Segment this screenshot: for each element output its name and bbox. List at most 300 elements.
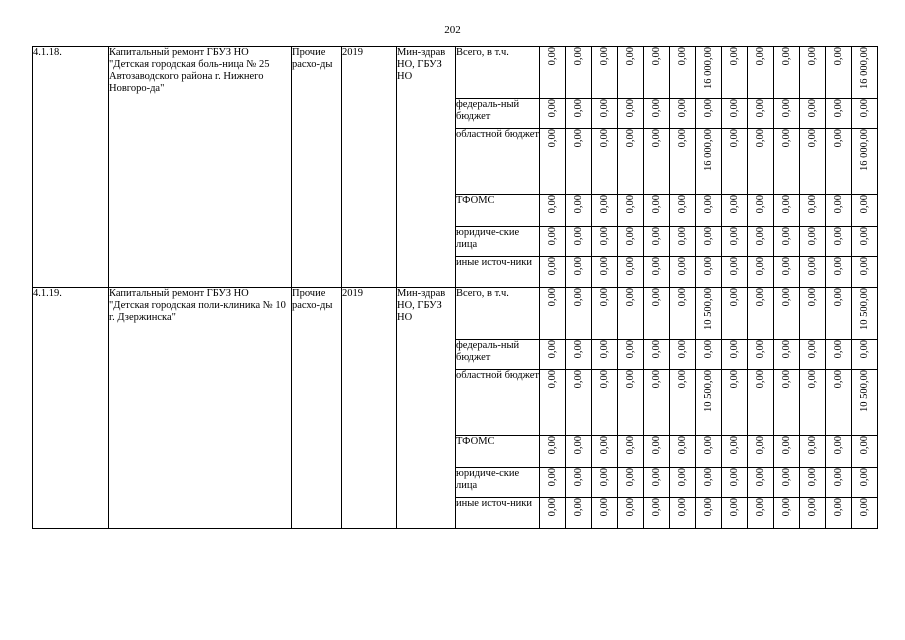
amount-value: 0,00 xyxy=(573,468,584,487)
amount-cell xyxy=(540,498,566,529)
amount-cell xyxy=(696,195,722,227)
amount-cell xyxy=(696,227,722,257)
funding-source-label: ТФОМС xyxy=(456,436,540,468)
amount-cell xyxy=(540,288,566,340)
amount-value: 0,00 xyxy=(651,498,662,517)
amount-cell xyxy=(826,129,852,195)
amount-cell xyxy=(852,288,878,340)
amount-cell xyxy=(722,498,748,529)
amount-value: 0,00 xyxy=(781,498,792,517)
amount-cell xyxy=(774,195,800,227)
amount-value: 0,00 xyxy=(547,99,558,118)
budget-table xyxy=(32,46,878,529)
amount-cell xyxy=(800,129,826,195)
amount-cell xyxy=(774,436,800,468)
amount-value: 0,00 xyxy=(547,288,558,307)
amount-cell xyxy=(748,340,774,370)
amount-value: 0,00 xyxy=(755,257,766,276)
amount-value: 0,00 xyxy=(807,195,818,214)
amount-cell xyxy=(826,288,852,340)
amount-cell xyxy=(722,195,748,227)
amount-cell xyxy=(722,227,748,257)
amount-value: 0,00 xyxy=(755,99,766,118)
amount-cell xyxy=(644,47,670,99)
amount-value: 0,00 xyxy=(599,129,610,148)
amount-value: 0,00 xyxy=(651,436,662,455)
amount-value: 0,00 xyxy=(859,257,870,276)
amount-value: 0,00 xyxy=(729,257,740,276)
funding-source-label: юридиче-ские лица xyxy=(456,227,540,257)
amount-value: 0,00 xyxy=(833,498,844,517)
amount-value: 10 500,00 xyxy=(703,288,714,330)
amount-value: 0,00 xyxy=(677,129,688,148)
amount-cell xyxy=(644,340,670,370)
amount-cell xyxy=(670,227,696,257)
amount-cell xyxy=(826,436,852,468)
amount-value: 0,00 xyxy=(625,498,636,517)
amount-value: 0,00 xyxy=(859,99,870,118)
amount-value: 0,00 xyxy=(599,436,610,455)
amount-value: 0,00 xyxy=(573,370,584,389)
amount-value: 0,00 xyxy=(651,195,662,214)
funding-source-label: областной бюджет xyxy=(456,370,540,436)
amount-value: 0,00 xyxy=(859,468,870,487)
amount-cell xyxy=(592,436,618,468)
amount-value: 0,00 xyxy=(573,99,584,118)
project-category: Прочие расхо-ды xyxy=(292,288,342,529)
amount-cell xyxy=(566,99,592,129)
amount-cell xyxy=(748,288,774,340)
amount-value: 0,00 xyxy=(833,340,844,359)
amount-cell xyxy=(774,227,800,257)
amount-cell xyxy=(540,195,566,227)
amount-cell xyxy=(566,47,592,99)
amount-cell xyxy=(670,99,696,129)
amount-value: 0,00 xyxy=(625,257,636,276)
amount-cell xyxy=(774,370,800,436)
funding-source-label: иные источ-ники xyxy=(456,498,540,529)
amount-value: 0,00 xyxy=(729,498,740,517)
amount-cell xyxy=(800,47,826,99)
amount-value: 0,00 xyxy=(755,498,766,517)
amount-value: 0,00 xyxy=(677,257,688,276)
amount-cell xyxy=(748,47,774,99)
amount-value: 0,00 xyxy=(703,195,714,214)
amount-value: 0,00 xyxy=(729,227,740,246)
page-number: 202 xyxy=(444,24,461,36)
amount-value: 0,00 xyxy=(547,436,558,455)
amount-value: 0,00 xyxy=(807,257,818,276)
amount-value: 0,00 xyxy=(781,227,792,246)
amount-value: 0,00 xyxy=(833,436,844,455)
amount-value: 0,00 xyxy=(547,370,558,389)
amount-value: 0,00 xyxy=(729,288,740,307)
amount-cell xyxy=(618,257,644,288)
amount-value: 0,00 xyxy=(625,195,636,214)
amount-value: 0,00 xyxy=(729,47,740,66)
amount-cell xyxy=(696,47,722,99)
amount-cell xyxy=(644,468,670,498)
amount-cell xyxy=(826,340,852,370)
amount-cell xyxy=(722,436,748,468)
amount-cell xyxy=(800,340,826,370)
amount-cell xyxy=(774,288,800,340)
amount-value: 0,00 xyxy=(807,227,818,246)
amount-value: 0,00 xyxy=(625,436,636,455)
funding-source-label: иные источ-ники xyxy=(456,257,540,288)
amount-cell xyxy=(748,370,774,436)
amount-cell xyxy=(670,340,696,370)
project-executor: Мин-здрав НО, ГБУЗ НО xyxy=(397,288,456,529)
amount-value: 0,00 xyxy=(781,47,792,66)
project-category: Прочие расхо-ды xyxy=(292,47,342,288)
amount-value: 0,00 xyxy=(547,468,558,487)
amount-cell xyxy=(852,195,878,227)
amount-value: 0,00 xyxy=(781,340,792,359)
amount-value: 0,00 xyxy=(547,257,558,276)
amount-value: 16 000,00 xyxy=(859,47,870,89)
amount-cell xyxy=(566,227,592,257)
amount-cell xyxy=(852,227,878,257)
amount-value: 0,00 xyxy=(755,468,766,487)
amount-value: 0,00 xyxy=(599,498,610,517)
amount-cell xyxy=(774,257,800,288)
amount-value: 0,00 xyxy=(677,370,688,389)
amount-cell xyxy=(852,47,878,99)
funding-source-label: ТФОМС xyxy=(456,195,540,227)
amount-value: 0,00 xyxy=(651,370,662,389)
funding-source-label: федераль-ный бюджет xyxy=(456,99,540,129)
amount-cell xyxy=(618,129,644,195)
amount-value: 0,00 xyxy=(547,195,558,214)
amount-value: 0,00 xyxy=(677,227,688,246)
amount-cell xyxy=(540,436,566,468)
amount-cell xyxy=(722,99,748,129)
amount-cell xyxy=(722,47,748,99)
amount-value: 0,00 xyxy=(599,47,610,66)
amount-cell xyxy=(696,436,722,468)
amount-cell xyxy=(722,468,748,498)
amount-cell xyxy=(592,257,618,288)
amount-value: 0,00 xyxy=(573,257,584,276)
amount-cell xyxy=(618,99,644,129)
amount-cell xyxy=(774,129,800,195)
amount-cell xyxy=(540,370,566,436)
amount-value: 0,00 xyxy=(781,99,792,118)
amount-value: 0,00 xyxy=(807,340,818,359)
amount-value: 0,00 xyxy=(833,99,844,118)
amount-cell xyxy=(826,99,852,129)
amount-cell xyxy=(774,468,800,498)
amount-cell xyxy=(852,498,878,529)
amount-value: 0,00 xyxy=(781,288,792,307)
amount-cell xyxy=(670,288,696,340)
amount-value: 0,00 xyxy=(729,468,740,487)
amount-cell xyxy=(748,195,774,227)
amount-cell xyxy=(800,468,826,498)
amount-cell xyxy=(566,288,592,340)
amount-value: 0,00 xyxy=(625,227,636,246)
amount-value: 0,00 xyxy=(651,340,662,359)
amount-value: 0,00 xyxy=(573,288,584,307)
amount-cell xyxy=(774,47,800,99)
amount-value: 0,00 xyxy=(729,129,740,148)
amount-value: 0,00 xyxy=(651,129,662,148)
amount-value: 0,00 xyxy=(807,370,818,389)
amount-value: 0,00 xyxy=(599,257,610,276)
amount-cell xyxy=(566,370,592,436)
amount-value: 0,00 xyxy=(833,129,844,148)
amount-cell xyxy=(852,99,878,129)
amount-value: 0,00 xyxy=(807,498,818,517)
amount-value: 0,00 xyxy=(807,436,818,455)
amount-value: 0,00 xyxy=(651,47,662,66)
amount-cell xyxy=(566,129,592,195)
funding-source-label: Всего, в т.ч. xyxy=(456,288,540,340)
amount-value: 0,00 xyxy=(625,288,636,307)
amount-cell xyxy=(800,227,826,257)
amount-value: 0,00 xyxy=(677,340,688,359)
amount-cell xyxy=(670,468,696,498)
amount-value: 16 000,00 xyxy=(859,129,870,171)
project-code: 4.1.19. xyxy=(33,288,109,529)
amount-value: 10 500,00 xyxy=(859,370,870,412)
amount-value: 0,00 xyxy=(703,468,714,487)
amount-value: 0,00 xyxy=(807,47,818,66)
amount-cell xyxy=(566,468,592,498)
amount-value: 0,00 xyxy=(703,498,714,517)
amount-cell xyxy=(540,99,566,129)
amount-value: 0,00 xyxy=(833,370,844,389)
table-row xyxy=(33,288,878,340)
budget-table-body xyxy=(33,47,878,529)
amount-value: 0,00 xyxy=(755,227,766,246)
amount-cell xyxy=(592,195,618,227)
amount-cell xyxy=(670,370,696,436)
funding-source-label: федераль-ный бюджет xyxy=(456,340,540,370)
amount-value: 0,00 xyxy=(677,468,688,487)
amount-cell xyxy=(826,257,852,288)
amount-cell xyxy=(800,498,826,529)
amount-value: 0,00 xyxy=(807,129,818,148)
amount-value: 0,00 xyxy=(729,195,740,214)
amount-value: 0,00 xyxy=(547,129,558,148)
amount-cell xyxy=(540,257,566,288)
amount-cell xyxy=(748,468,774,498)
amount-value: 0,00 xyxy=(833,195,844,214)
amount-cell xyxy=(748,257,774,288)
amount-cell xyxy=(540,340,566,370)
amount-cell xyxy=(644,257,670,288)
amount-value: 0,00 xyxy=(573,227,584,246)
table-row xyxy=(33,47,878,99)
amount-cell xyxy=(670,195,696,227)
amount-value: 0,00 xyxy=(599,340,610,359)
amount-cell xyxy=(592,370,618,436)
amount-value: 0,00 xyxy=(625,99,636,118)
amount-value: 0,00 xyxy=(807,288,818,307)
amount-value: 0,00 xyxy=(677,288,688,307)
amount-value: 0,00 xyxy=(755,436,766,455)
amount-cell xyxy=(722,370,748,436)
amount-cell xyxy=(748,99,774,129)
amount-cell xyxy=(826,498,852,529)
amount-cell xyxy=(774,340,800,370)
project-code: 4.1.18. xyxy=(33,47,109,288)
amount-value: 10 500,00 xyxy=(859,288,870,330)
amount-value: 0,00 xyxy=(755,288,766,307)
amount-value: 0,00 xyxy=(833,468,844,487)
amount-cell xyxy=(670,47,696,99)
amount-cell xyxy=(644,195,670,227)
amount-value: 16 000,00 xyxy=(703,47,714,89)
amount-value: 0,00 xyxy=(599,288,610,307)
amount-value: 0,00 xyxy=(547,47,558,66)
amount-cell xyxy=(644,370,670,436)
amount-cell xyxy=(644,436,670,468)
amount-value: 0,00 xyxy=(781,195,792,214)
amount-value: 10 500,00 xyxy=(703,370,714,412)
amount-value: 0,00 xyxy=(651,227,662,246)
amount-value: 0,00 xyxy=(573,47,584,66)
amount-cell xyxy=(800,257,826,288)
amount-value: 0,00 xyxy=(859,340,870,359)
amount-cell xyxy=(826,468,852,498)
amount-cell xyxy=(618,498,644,529)
amount-cell xyxy=(540,468,566,498)
amount-value: 0,00 xyxy=(573,340,584,359)
amount-cell xyxy=(852,468,878,498)
amount-value: 0,00 xyxy=(833,227,844,246)
amount-value: 0,00 xyxy=(781,370,792,389)
amount-value: 0,00 xyxy=(625,47,636,66)
amount-cell xyxy=(618,47,644,99)
amount-value: 0,00 xyxy=(781,129,792,148)
amount-cell xyxy=(618,468,644,498)
amount-value: 0,00 xyxy=(807,468,818,487)
amount-cell xyxy=(618,227,644,257)
amount-value: 0,00 xyxy=(781,257,792,276)
project-name: Капитальный ремонт ГБУЗ НО "Детская городская поли-клиника № 10 г. Дзержинска" xyxy=(109,288,292,529)
amount-cell xyxy=(722,129,748,195)
amount-value: 16 000,00 xyxy=(703,129,714,171)
amount-value: 0,00 xyxy=(677,195,688,214)
project-executor: Мин-здрав НО, ГБУЗ НО xyxy=(397,47,456,288)
amount-value: 0,00 xyxy=(703,227,714,246)
amount-cell xyxy=(722,257,748,288)
amount-value: 0,00 xyxy=(573,498,584,517)
amount-cell xyxy=(722,288,748,340)
amount-cell xyxy=(592,498,618,529)
amount-cell xyxy=(618,288,644,340)
amount-cell xyxy=(696,498,722,529)
amount-cell xyxy=(618,436,644,468)
amount-cell xyxy=(566,257,592,288)
amount-cell xyxy=(774,99,800,129)
amount-cell xyxy=(826,370,852,436)
amount-value: 0,00 xyxy=(547,340,558,359)
amount-cell xyxy=(618,340,644,370)
amount-cell xyxy=(670,436,696,468)
amount-cell xyxy=(540,129,566,195)
amount-cell xyxy=(592,340,618,370)
amount-value: 0,00 xyxy=(599,468,610,487)
amount-cell xyxy=(800,195,826,227)
amount-cell xyxy=(800,436,826,468)
amount-value: 0,00 xyxy=(833,257,844,276)
amount-cell xyxy=(566,195,592,227)
amount-cell xyxy=(618,370,644,436)
amount-value: 0,00 xyxy=(573,195,584,214)
amount-cell xyxy=(852,129,878,195)
amount-value: 0,00 xyxy=(729,436,740,455)
amount-cell xyxy=(696,257,722,288)
amount-value: 0,00 xyxy=(755,195,766,214)
amount-value: 0,00 xyxy=(677,436,688,455)
amount-cell xyxy=(670,498,696,529)
amount-cell xyxy=(852,370,878,436)
amount-value: 0,00 xyxy=(781,436,792,455)
amount-value: 0,00 xyxy=(729,340,740,359)
amount-value: 0,00 xyxy=(703,340,714,359)
amount-cell xyxy=(540,47,566,99)
amount-cell xyxy=(644,129,670,195)
amount-value: 0,00 xyxy=(833,288,844,307)
amount-cell xyxy=(670,129,696,195)
amount-cell xyxy=(774,498,800,529)
amount-cell xyxy=(748,436,774,468)
amount-cell xyxy=(800,370,826,436)
amount-cell xyxy=(696,99,722,129)
amount-value: 0,00 xyxy=(651,468,662,487)
amount-value: 0,00 xyxy=(677,498,688,517)
amount-cell xyxy=(748,498,774,529)
project-year: 2019 xyxy=(342,47,397,288)
amount-cell xyxy=(696,288,722,340)
amount-value: 0,00 xyxy=(625,129,636,148)
amount-value: 0,00 xyxy=(859,498,870,517)
amount-cell xyxy=(826,227,852,257)
amount-value: 0,00 xyxy=(729,370,740,389)
amount-value: 0,00 xyxy=(625,468,636,487)
amount-value: 0,00 xyxy=(755,370,766,389)
amount-value: 0,00 xyxy=(755,340,766,359)
amount-value: 0,00 xyxy=(677,99,688,118)
amount-value: 0,00 xyxy=(859,436,870,455)
amount-value: 0,00 xyxy=(573,129,584,148)
funding-source-label: Всего, в т.ч. xyxy=(456,47,540,99)
amount-cell xyxy=(644,227,670,257)
amount-value: 0,00 xyxy=(599,227,610,246)
amount-cell xyxy=(826,195,852,227)
amount-cell xyxy=(566,498,592,529)
amount-cell xyxy=(566,340,592,370)
funding-source-label: юридиче-ские лица xyxy=(456,468,540,498)
amount-cell xyxy=(592,288,618,340)
amount-value: 0,00 xyxy=(599,99,610,118)
amount-value: 0,00 xyxy=(651,288,662,307)
amount-cell xyxy=(800,99,826,129)
amount-cell xyxy=(644,498,670,529)
amount-cell xyxy=(644,288,670,340)
amount-value: 0,00 xyxy=(755,47,766,66)
amount-value: 0,00 xyxy=(599,195,610,214)
amount-cell xyxy=(800,288,826,340)
amount-cell xyxy=(592,99,618,129)
project-name: Капитальный ремонт ГБУЗ НО "Детская городская боль-ница № 25 Автозаводского района г. Нижнего Новгоро-да" xyxy=(109,47,292,288)
amount-cell xyxy=(592,468,618,498)
amount-value: 0,00 xyxy=(547,498,558,517)
